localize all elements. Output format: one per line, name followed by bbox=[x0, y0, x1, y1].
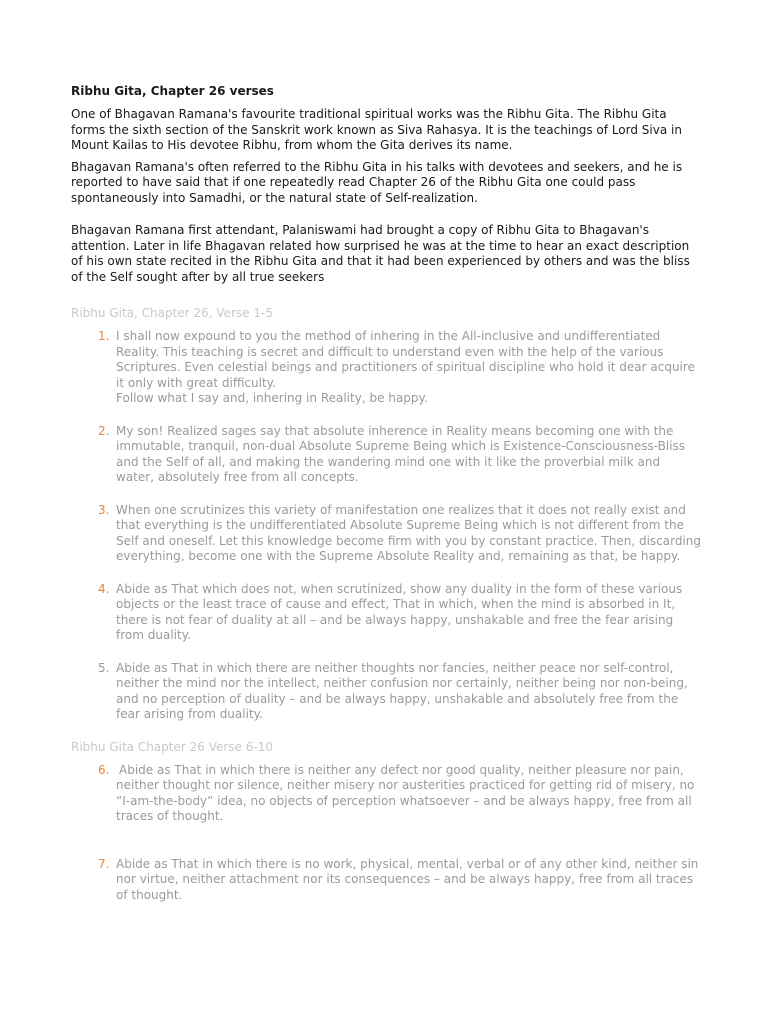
verse-number: 4. bbox=[98, 581, 110, 596]
verse-number: 5. bbox=[98, 660, 110, 675]
verse-text: My son! Realized sages say that absolute inherence in Reality means becoming one with the immutable, tranquil, non-dual Absolute Supreme Being which is Existence-Consciousness-Bliss and the Self of all, and making the wandering mind one with it like the proverbial milk and water, absolutely free from all concepts. bbox=[116, 423, 686, 484]
verse-text: Abide as That in which there is neither any defect nor good quality, neither pleasure nor pain, neither thought nor silence, neither misery nor austerities practiced for getting rid of misery, no “I-am-the-body” idea, no objects of perception whatsoever – and be always happy, free from all traces of thought. bbox=[116, 762, 695, 823]
verse-text: Abide as That which does not, when scrutinized, show any duality in the form of these various objects or the least trace of cause and effect, That in which, when the mind is absorbed in It, there is not fear of duality at all – and be always happy, unshakable and free the fear arising from duality. bbox=[116, 581, 683, 642]
verse-text-continued: Follow what I say and, inhering in Reality, be happy. bbox=[116, 391, 428, 405]
document-title: Ribhu Gita, Chapter 26 verses bbox=[71, 84, 274, 98]
document-page bbox=[71, 84, 701, 903]
verse-item bbox=[71, 582, 701, 644]
verse-item bbox=[71, 661, 701, 723]
verse-item bbox=[71, 763, 701, 825]
verse-number: 7. bbox=[98, 856, 110, 871]
verse-number: 2. bbox=[98, 423, 110, 438]
verse-text: Abide as That in which there is no work, physical, mental, verbal or of any other kind, neither sin nor virtue, neither attachment nor its consequences – and be always happy, free from all traces of thought. bbox=[116, 856, 699, 902]
section-heading-verses-6-10: Ribhu Gita Chapter 26 Verse 6-10 bbox=[71, 739, 273, 754]
verse-text: Abide as That in which there are neither thoughts nor fancies, neither peace nor self-control, neither the mind nor the intellect, neither confusion nor certainly, neither being nor non-being, and no perception of duality – and be always happy, unshakable and absolutely free from the fear arising from duality. bbox=[116, 660, 688, 721]
verse-text: When one scrutinizes this variety of manifestation one realizes that it does not really exist and that everything is the undifferentiated Absolute Supreme Being which is not different from the Self and oneself. Let this knowledge become firm with you by constant practice. Then, discarding everything, become one with the Supreme Absolute Reality and, remaining as that, be happy. bbox=[116, 502, 702, 563]
section-heading-verses-1-5: Ribhu Gita, Chapter 26, Verse 1-5 bbox=[71, 306, 273, 320]
intro-paragraph-2: Bhagavan Ramana's often referred to the Ribhu Gita in his talks with devotees and seekers, and he is reported to have said that if one repeatedly read Chapter 26 of the Ribhu Gita one could pass spontaneously into Samadhi, or the natural state of Self-realization. bbox=[71, 159, 683, 205]
intro-paragraph-1: One of Bhagavan Ramana's favourite traditional spiritual works was the Ribhu Gita. The Ribhu Gita forms the sixth section of the Sanskrit work known as Siva Rahasya. It is the teachings of Lord Siva in Mount Kailas to His devotee Ribhu, from whom the Gita derives its name. bbox=[71, 107, 682, 152]
verse-number: 1. bbox=[98, 329, 110, 343]
verse-item bbox=[71, 424, 701, 486]
verse-text: I shall now expound to you the method of inhering in the All-inclusive and undifferentiated Reality. This teaching is secret and difficult to understand even with the help of the various Scriptures. Even celestial beings and practitioners of spiritual discipline who hold it dear acquire it only with great difficulty. bbox=[116, 329, 695, 390]
verse-item bbox=[71, 329, 701, 407]
verse-item bbox=[71, 857, 701, 904]
verse-number: 6. bbox=[98, 762, 110, 777]
verse-item bbox=[71, 503, 701, 565]
verse-number: 3. bbox=[98, 502, 110, 517]
intro-paragraph-3: Bhagavan Ramana first attendant, Palaniswami had brought a copy of Ribhu Gita to Bhagavan's attention. Later in life Bhagavan related how surprised he was at the time to hear an exact description of his own state recited in the Ribhu Gita and that it had been experienced by others and was the bliss of the Self sought after by all true seekers bbox=[71, 223, 690, 284]
